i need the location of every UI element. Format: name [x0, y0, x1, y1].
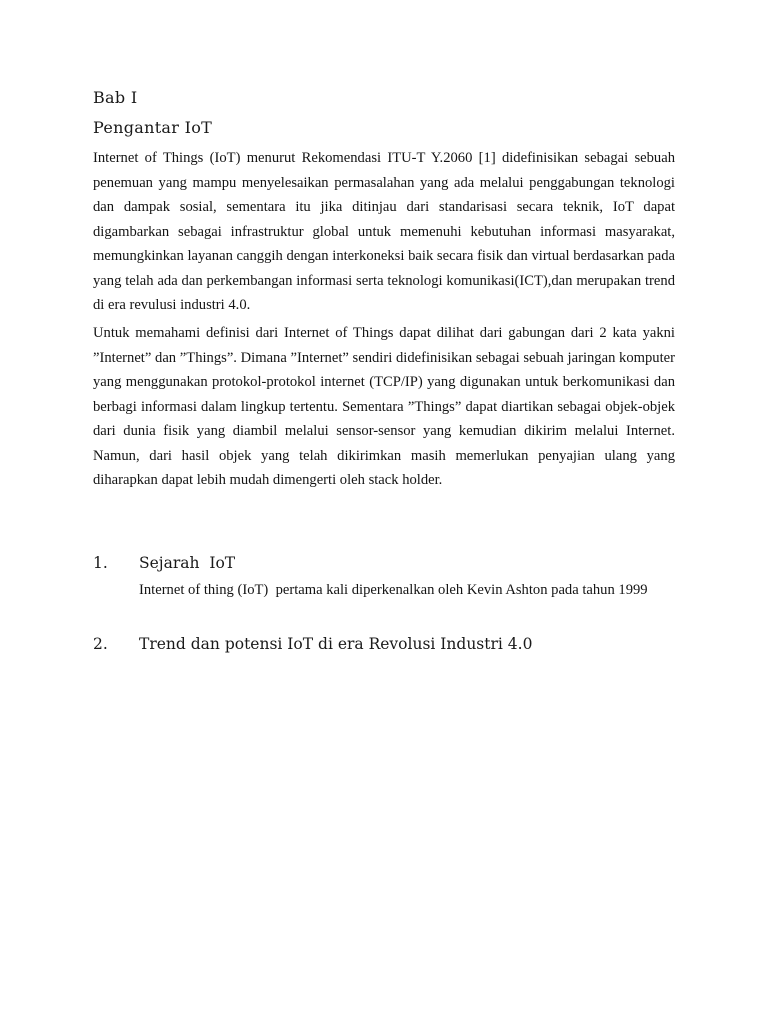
section-number: 2.: [93, 635, 108, 653]
paragraph-1-text: Internet of Things (IoT) menurut Rekomendasi ITU-T Y.2060 [1] didefinisikan sebagai sebuah penemuan yang mampu menyelesaikan permasalahan yang ada melalui penggabungan teknologi dan dampak sosial, sementara itu jika ditinjau dari standarisasi secara teknik, IoT dapat digambarkan sebagai infrastruktur global untuk memenuhi kebutuhan informasi masyarakat, memungkinkan layanan canggih dengan interkoneksi baik secara fisik dan virtual berdasarkan pada yang telah ada dan perkembangan informasi serta teknologi komunikasi(ICT),dan merupakan trend di era revulusi industri 4.0.: [93, 150, 675, 313]
chapter-label: Bab I: [93, 88, 138, 107]
section-title: Sejarah IoT: [139, 554, 236, 572]
section-sejarah-text: Internet of thing (IoT) pertama kali diperkenalkan oleh Kevin Ashton pada tahun 1999: [139, 582, 648, 598]
paragraph-2-text: Untuk memahami definisi dari Internet of Things dapat dilihat dari gabungan dari 2 kata yakni ”Internet” dan ”Things”. Dimana ”Internet” sendiri didefinisikan sebagai sebuah jaringan komputer yang menggunakan protokol-protokol internet (TCP/IP) yang digunakan untuk berkomunikasi dan berbagi informasi dalam lingkup tertentu. Sementara ”Things” dapat diartikan sebagai objek-objek dari dunia fisik yang diambil melalui sensor-sensor yang kemudian dikirim melalui Internet. Namun, dari hasil objek yang telah dikirimkan masih memerlukan penyajian ulang yang diharapkan dapat lebih mudah dimengerti oleh stack holder.: [93, 325, 675, 488]
section-number: 1.: [93, 554, 108, 572]
paragraph-2: [93, 321, 675, 493]
section-title: Trend dan potensi IoT di era Revolusi Industri 4.0: [139, 635, 533, 653]
paragraph-1: [93, 146, 675, 318]
chapter-title: Pengantar IoT: [93, 118, 213, 137]
